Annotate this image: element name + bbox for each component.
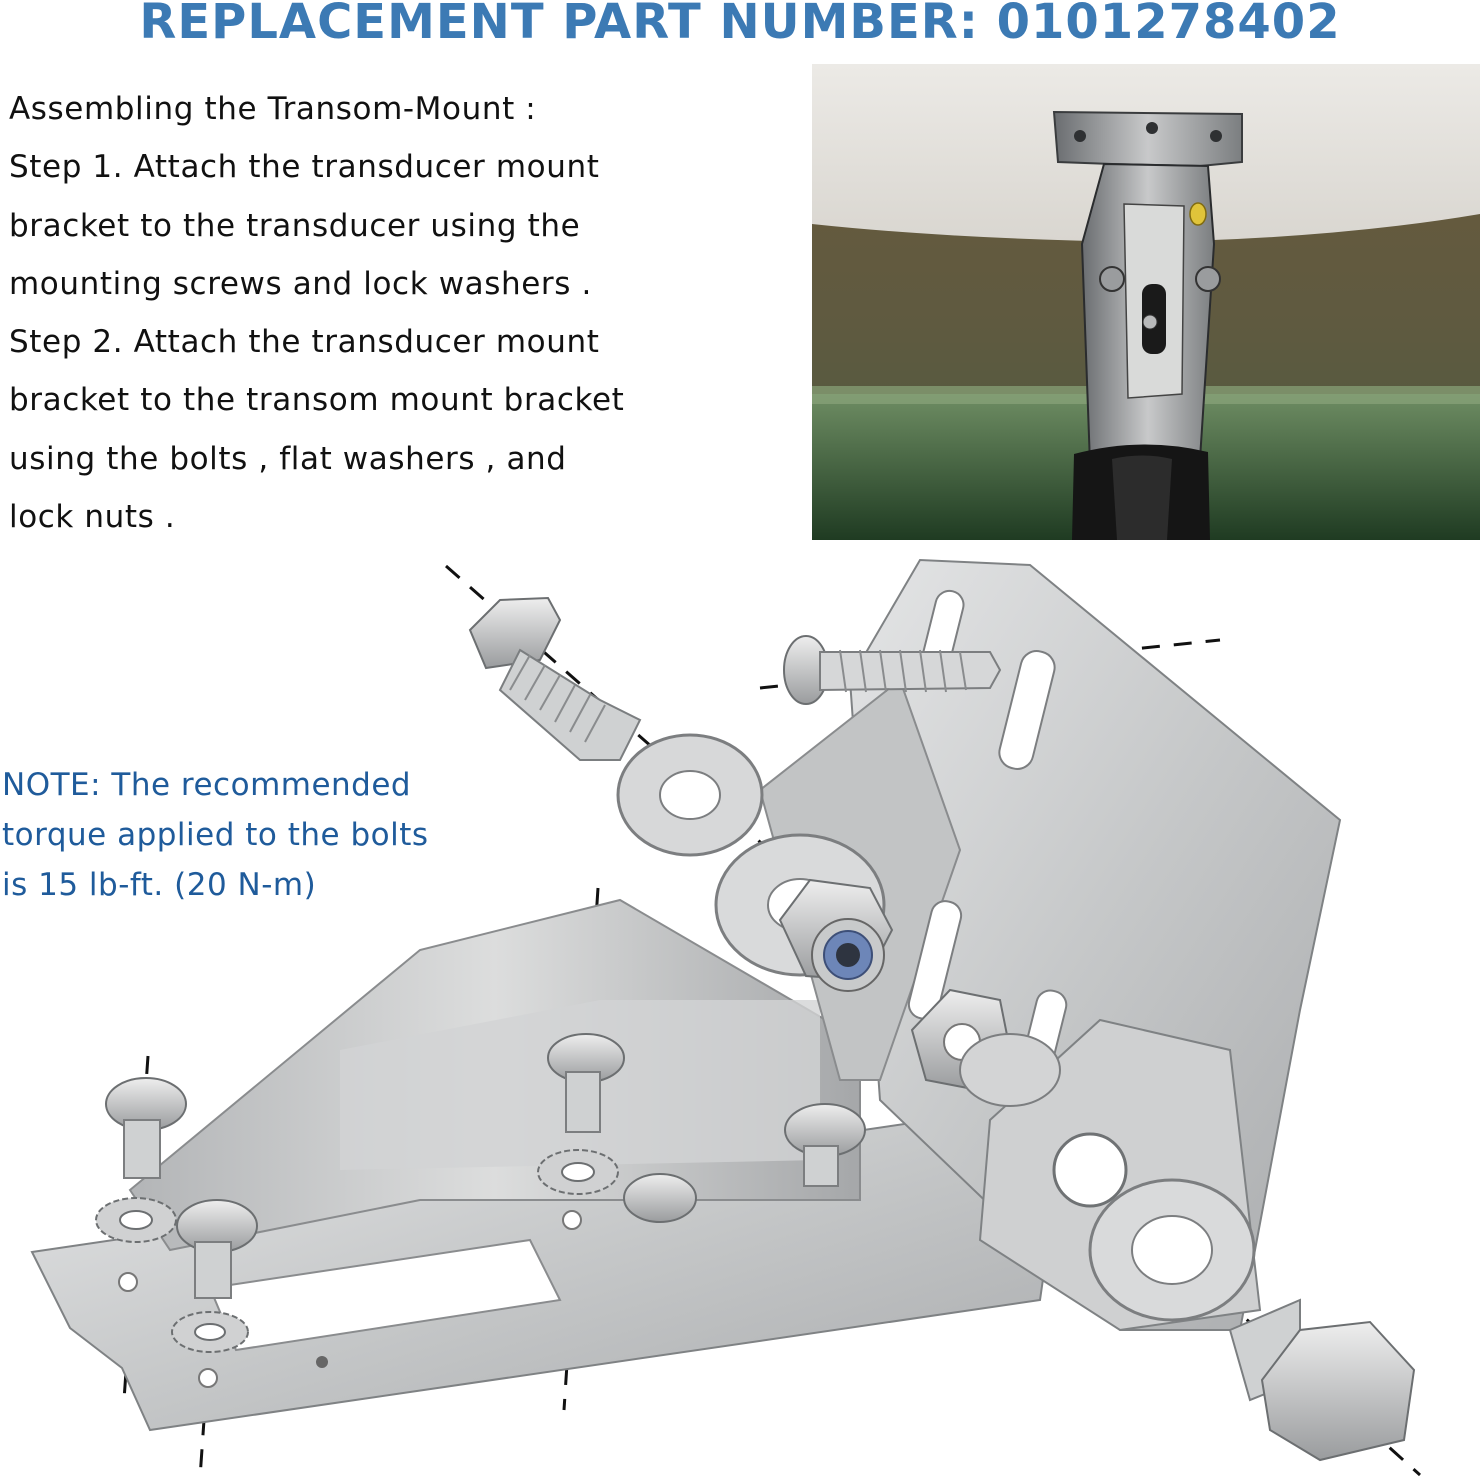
instruction-line: Assembling the Transom-Mount :	[9, 91, 537, 127]
installed-mount-illustration	[812, 64, 1480, 540]
instruction-line: mounting screws and lock washers .	[9, 265, 592, 302]
instruction-line: lock nuts .	[9, 499, 176, 536]
lock-washer	[538, 1150, 618, 1194]
instruction-line: Step 1. Attach the transducer mount	[9, 149, 600, 186]
flat-washer	[1090, 1180, 1254, 1320]
hex-bolt-top	[470, 598, 640, 760]
lock-washer	[96, 1198, 176, 1242]
note-line: is 15 lb-ft. (20 N-m)	[2, 867, 317, 903]
note-line: torque applied to the bolts	[2, 817, 429, 853]
instruction-line: bracket to the transom mount bracket	[9, 382, 625, 419]
instruction-line: Step 2. Attach the transducer mount	[9, 324, 600, 361]
lock-washer	[172, 1312, 248, 1352]
note-line: NOTE: The recommended	[2, 767, 412, 803]
page-title: REPLACEMENT PART NUMBER: 0101278402	[139, 0, 1341, 50]
assembly-instructions	[9, 80, 799, 546]
exploded-bracket-diagram	[0, 545, 1480, 1481]
installed-mount-photo	[812, 64, 1480, 540]
pan-head-screw	[624, 1174, 696, 1222]
instruction-line: bracket to the transducer using the	[9, 207, 581, 244]
instruction-line: using the bolts , flat washers , and	[9, 440, 567, 477]
hex-bolt-bottom	[1230, 1300, 1414, 1460]
flat-washer	[960, 1034, 1060, 1106]
flat-washer	[618, 735, 762, 855]
